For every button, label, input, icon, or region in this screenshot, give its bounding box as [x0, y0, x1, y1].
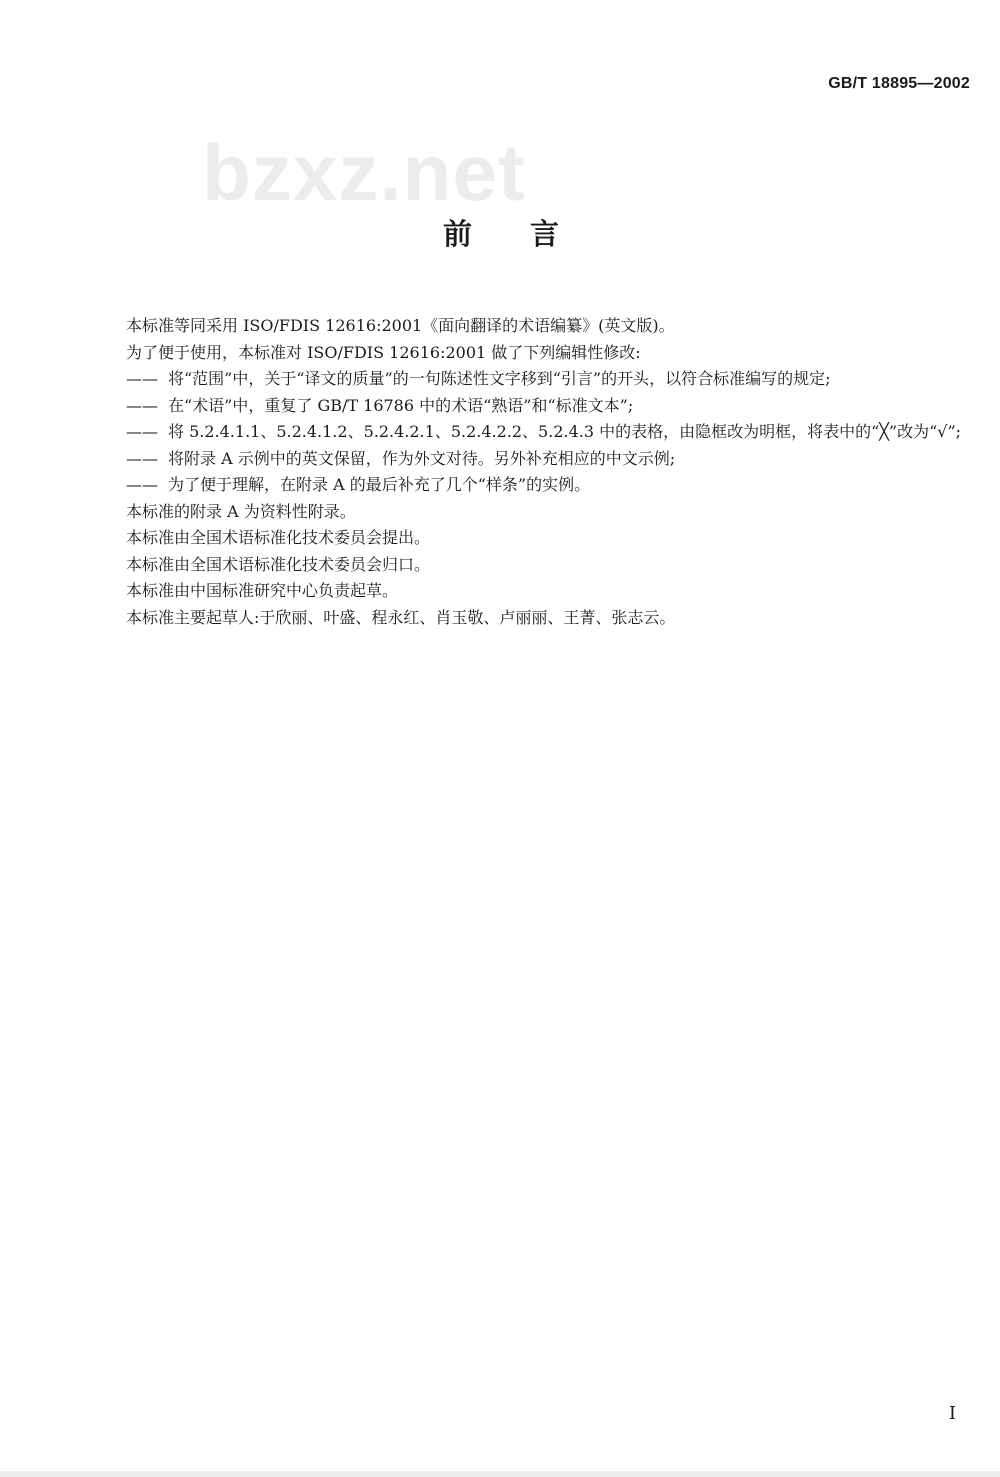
- list-item: [126, 472, 974, 499]
- watermark: bzxz.net: [202, 128, 526, 217]
- foreword-body: [126, 313, 974, 631]
- page-bottom-edge: [0, 1471, 1000, 1477]
- dash-marker: ——: [126, 422, 158, 441]
- list-item: [126, 366, 974, 393]
- paragraph: 本标准主要起草人:于欣丽、叶盛、程永红、肖玉敬、卢丽丽、王菁、张志云。: [126, 607, 676, 627]
- list-item: [126, 446, 974, 473]
- list-item-text: 为了便于理解，在附录 A 的最后补充了几个“样条”的实例。: [168, 475, 591, 494]
- list-item: [126, 419, 974, 446]
- list-item: [126, 393, 974, 420]
- list-item-text: 将附录 A 示例中的英文保留，作为外文对待。另外补充相应的中文示例;: [168, 448, 676, 468]
- list-item-text: 在“术语”中，重复了 GB/T 16786 中的术语“熟语”和“标准文本”;: [168, 395, 634, 415]
- paragraph: 本标准等同采用 ISO/FDIS 12616:2001《面向翻译的术语编纂》(英文版)。: [126, 316, 675, 335]
- list-item-text: 将 5.2.4.1.1、5.2.4.1.2、5.2.4.2.1、5.2.4.2.2、5.2.4.3 中的表格，由隐框改为明框，将表中的“╳”改为“√”;: [168, 422, 962, 441]
- paragraph: 本标准的附录 A 为资料性附录。: [126, 501, 356, 521]
- page-number: I: [948, 1403, 956, 1424]
- dash-marker: ——: [126, 369, 158, 388]
- paragraph: 本标准由全国术语标准化技术委员会提出。: [126, 528, 431, 547]
- dash-marker: ——: [126, 448, 158, 468]
- page-title: 前言: [442, 217, 617, 251]
- paragraph: 本标准由中国标准研究中心负责起草。: [126, 581, 399, 600]
- dash-marker: ——: [126, 475, 158, 494]
- list-item-text: 将“范围”中，关于“译文的质量”的一句陈述性文字移到“引言”的开头，以符合标准编写的规定;: [168, 369, 831, 388]
- dash-marker: ——: [126, 395, 158, 415]
- standard-number: GB/T 18895—2002: [828, 75, 970, 92]
- paragraph: 本标准由全国术语标准化技术委员会归口。: [126, 554, 431, 574]
- paragraph: 为了便于使用，本标准对 ISO/FDIS 12616:2001 做了下列编辑性修改:: [126, 342, 641, 362]
